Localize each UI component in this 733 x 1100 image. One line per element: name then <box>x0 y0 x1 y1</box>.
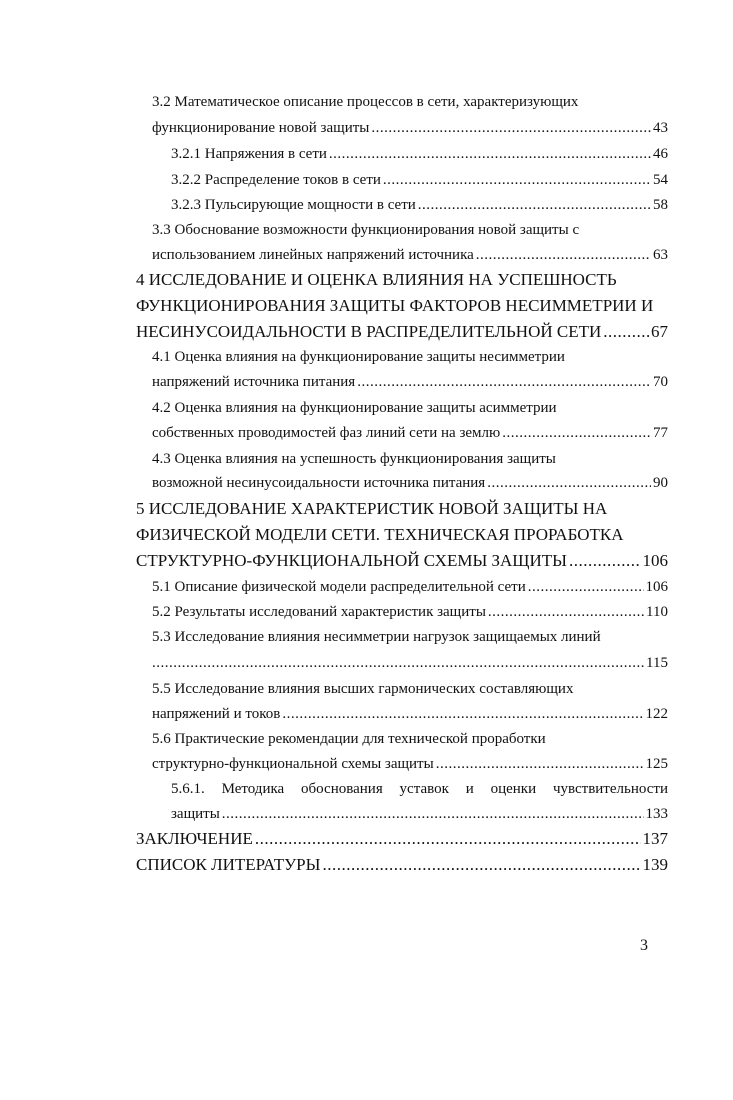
toc-page: 122 <box>645 706 668 722</box>
toc-chapter-4-line2 <box>136 296 653 316</box>
toc-leader <box>418 197 651 214</box>
toc-conclusion <box>136 829 668 849</box>
toc-page: 63 <box>653 247 668 263</box>
toc-entry-3-2-1 <box>171 146 668 163</box>
toc-references <box>136 855 668 875</box>
toc-text: 5.2 Результаты исследований характеристик защиты <box>152 604 486 620</box>
toc-text: функционирование новой защиты <box>152 120 370 136</box>
toc-text: 3.2 Математическое описание процессов в сети, характеризующих <box>152 94 579 110</box>
toc-page: 106 <box>645 579 668 595</box>
toc-text: ФИЗИЧЕСКОЙ МОДЕЛИ СЕТИ. ТЕХНИЧЕСКАЯ ПРОРАБОТКА <box>136 525 624 544</box>
toc-text: 5.5 Исследование влияния высших гармонических составляющих <box>152 681 574 697</box>
toc-leader <box>152 655 644 672</box>
toc-entry-3-3-line1 <box>152 222 579 239</box>
page-number: 3 <box>640 937 648 954</box>
toc-entry-5-6 <box>152 756 668 773</box>
toc-leader <box>222 806 644 823</box>
toc-entry-5-2 <box>152 604 668 621</box>
toc-text: 5.3 Исследование влияния несимметрии нагрузок защищаемых линий <box>152 629 601 645</box>
toc-text: 4.3 Оценка влияния на успешность функционирования защиты <box>152 451 556 467</box>
toc-leader <box>603 322 649 342</box>
toc-page: 58 <box>653 197 668 213</box>
toc-entry-4-2 <box>152 425 668 442</box>
toc-text: ЗАКЛЮЧЕНИЕ <box>136 829 253 848</box>
toc-text: напряжений источника питания <box>152 374 356 390</box>
toc-chapter-4-line1 <box>136 270 617 290</box>
toc-text: 5.6.1. Методика обоснования уставок и оценки чувствительности <box>171 781 668 797</box>
toc-text: СТРУКТУРНО-ФУНКЦИОНАЛЬНОЙ СХЕМЫ ЗАЩИТЫ <box>136 551 567 570</box>
toc-entry-5-1 <box>152 579 668 596</box>
toc-entry-4-1-line1 <box>152 349 565 366</box>
toc-page: 137 <box>642 829 668 848</box>
toc-text: возможной несинусоидальности источника питания <box>152 475 486 491</box>
toc-page: 115 <box>646 655 668 671</box>
toc-text: 4 ИССЛЕДОВАНИЕ И ОЦЕНКА ВЛИЯНИЯ НА УСПЕШНОСТЬ <box>136 270 617 289</box>
toc-entry-4-3-line1 <box>152 451 556 468</box>
toc-text: 3.2.1 Напряжения в сети <box>171 146 327 162</box>
toc-text: ФУНКЦИОНИРОВАНИЯ ЗАЩИТЫ ФАКТОРОВ НЕСИММЕТРИИ И <box>136 296 654 315</box>
toc-leader <box>569 551 641 571</box>
toc-entry-5-3-line1 <box>152 629 601 646</box>
toc-leader <box>255 829 641 849</box>
toc-text: напряжений и токов <box>152 706 281 722</box>
toc-page: 90 <box>653 475 668 491</box>
toc-entry-4-3 <box>152 475 668 492</box>
toc-leader <box>371 120 651 137</box>
toc-leader <box>357 374 651 391</box>
toc-entry-5-6-1 <box>171 806 668 823</box>
toc-leader <box>322 855 640 875</box>
toc-leader <box>502 425 651 442</box>
toc-leader <box>282 706 643 723</box>
toc-entry-3-2-line1 <box>152 94 578 111</box>
toc-entry-5-5 <box>152 706 668 723</box>
toc-entry-5-3 <box>152 655 668 672</box>
toc-entry-3-2-3 <box>171 197 668 214</box>
toc-text: собственных проводимостей фаз линий сети на землю <box>152 425 501 441</box>
toc-chapter-5 <box>136 551 668 571</box>
toc-entry-4-2-line1 <box>152 400 557 417</box>
toc-text: СПИСОК ЛИТЕРАТУРЫ <box>136 855 321 874</box>
toc-page: 54 <box>653 172 668 188</box>
toc-leader <box>383 172 651 189</box>
toc-text: использованием линейных напряжений источника <box>152 247 474 263</box>
toc-page: 110 <box>646 604 668 620</box>
toc-entry-3-2-2 <box>171 172 668 189</box>
toc-text: 4.2 Оценка влияния на функционирование защиты асимметрии <box>152 400 557 416</box>
toc-text: 3.2.2 Распределение токов в сети <box>171 172 381 188</box>
toc-text: 3.2.3 Пульсирующие мощности в сети <box>171 197 416 213</box>
toc-entry-3-2 <box>152 120 668 137</box>
toc-entry-5-6-1-line1 <box>171 781 668 798</box>
toc-page: 139 <box>642 855 668 874</box>
toc-page: 125 <box>645 756 668 772</box>
toc-text: 5.6 Практические рекомендации для технической проработки <box>152 731 546 747</box>
toc-leader <box>488 604 644 621</box>
toc-text: структурно-функциональной схемы защиты <box>152 756 434 772</box>
toc-entry-4-1 <box>152 374 668 391</box>
toc-text: защиты <box>171 806 220 822</box>
toc-page: 77 <box>653 425 668 441</box>
toc-page: 46 <box>653 146 668 162</box>
toc-entry-3-3 <box>152 247 668 264</box>
toc-leader <box>476 247 651 264</box>
toc-leader <box>329 146 651 163</box>
toc-text: НЕСИНУСОИДАЛЬНОСТИ В РАСПРЕДЕЛИТЕЛЬНОЙ СЕТИ <box>136 322 602 341</box>
toc-chapter-5-line1 <box>136 499 607 519</box>
toc-page: 67 <box>651 322 668 341</box>
toc-text: 5 ИССЛЕДОВАНИЕ ХАРАКТЕРИСТИК НОВОЙ ЗАЩИТЫ НА <box>136 499 608 518</box>
toc-chapter-5-line2 <box>136 525 624 545</box>
toc-leader <box>436 756 644 773</box>
toc-page: 70 <box>653 374 668 390</box>
toc-text: 4.1 Оценка влияния на функционирование защиты несимметрии <box>152 349 565 365</box>
toc-leader <box>528 579 644 596</box>
toc-entry-5-5-line1 <box>152 681 573 698</box>
toc-page: 133 <box>645 806 668 822</box>
toc-text: 3.3 Обоснование возможности функционирования новой защиты с <box>152 222 580 238</box>
toc-page: 106 <box>642 551 668 570</box>
toc-leader <box>487 475 651 492</box>
toc-page: 43 <box>653 120 668 136</box>
toc-entry-5-6-line1 <box>152 731 546 748</box>
toc-text: 5.1 Описание физической модели распределительной сети <box>152 579 526 595</box>
toc-chapter-4 <box>136 322 668 342</box>
